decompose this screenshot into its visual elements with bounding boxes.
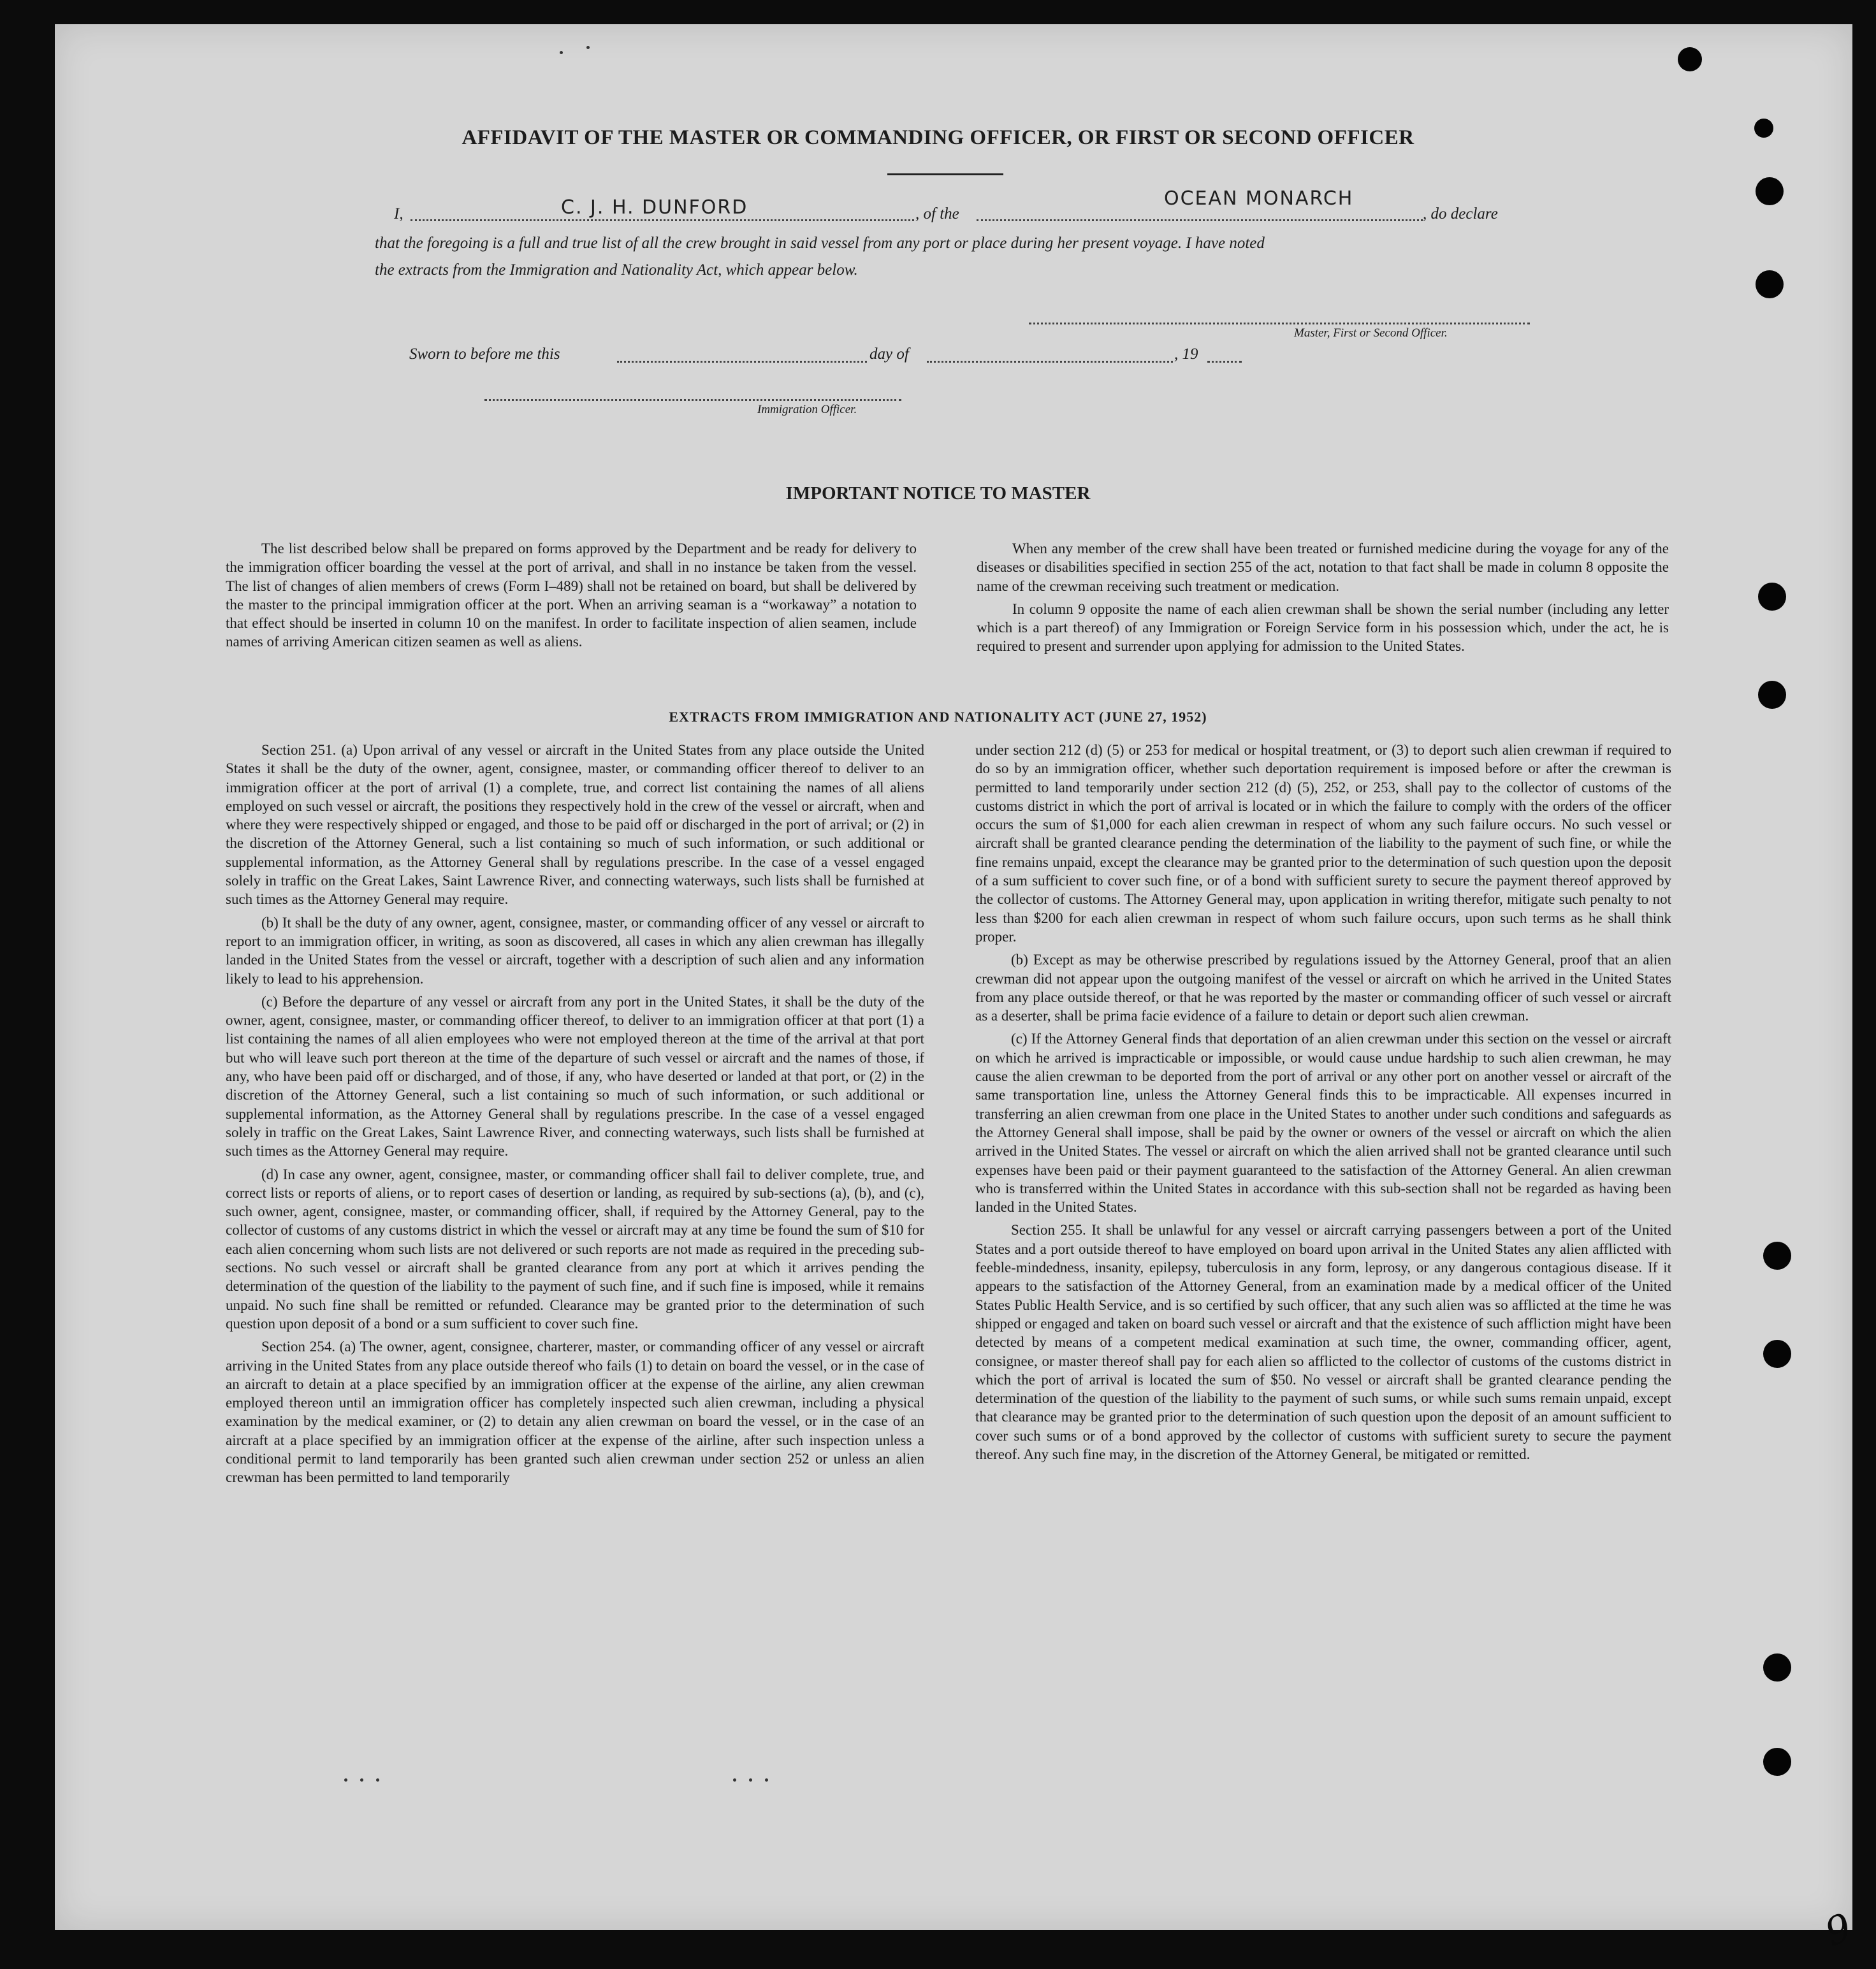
sworn-label: Sworn to before me this — [409, 345, 560, 363]
notice-right-column — [977, 539, 1669, 660]
extracts-left-column — [226, 741, 924, 1492]
dust-mark — [360, 1778, 363, 1782]
section-254-c: (c) If the Attorney General finds that deportation of an alien crewman under this section on the vessel or aircraft on which he arrived is impracticable or impossible, or would cause undue hardship to such alien crewman, he may cause the alien crewman to be deported from the port of arrival or any other port on another vessel or aircraft of the same transportation line, unless the Attorney General finds this to be impracticable. All expenses incurred in transferring an alien crewman from one place in the United States to another under such conditions and safeguards as the Attorney General shall impose, shall be paid by the owner or owners of the vessel or aircraft on which the alien arrived in the United States. The vessel or aircraft on which the alien arrived shall not be granted clearance until such expenses have been paid or their payment guaranteed to the satisfaction of the Attorney General. An alien crewman who is transferred within the United States in accordance with this sub-section shall not be regarded as having been landed in the United States. — [975, 1031, 1671, 1216]
section-251-c: (c) Before the departure of any vessel or aircraft from any port in the United States, it shall be the duty of the owner, agent, consignee, master, or commanding officer thereof, to deliver to an immigration officer at that port (1) a list containing the names of all alien employees who were not employed thereon at the time of the arrival at that port but who will leave such port thereon at the time of the departure of such vessel or aircraft and the names of those, if any, who have been paid off or discharged, and of those, if any, who have deserted or landed at that port, or (2) in the discretion of the Attorney General, such a list containing so much of such information, or such additional or supplemental information, as the Attorney General shall by regulations prescribe. In the case of a vessel engaged solely in traffic on the Great Lakes, Saint Lawrence River, and connecting waterways, such lists shall be furnished at such times as the Attorney General may require. — [226, 993, 924, 1159]
do-declare-label: , do declare — [1423, 205, 1498, 222]
dust-mark — [560, 51, 563, 54]
notice-right-paragraph-1: When any member of the crew shall have been treated or furnished medicine during the voyage for any of the diseases or disabilities specified in section 255 of the act, notation to that fact shall be made in column 8 opposite the name of the crewman receiving such treatment or medication. — [977, 541, 1669, 594]
section-251-b: (b) It shall be the duty of any owner, agent, consignee, master, or commanding officer of any vessel or aircraft to report to an immigration officer, in writing, as soon as discovered, all cases in which any alien crewman has illegally landed in the United States from the vessel or aircraft, together with a description of such alien and any information likely to lead to his apprehension. — [226, 914, 924, 987]
master-signature-line — [1029, 323, 1530, 324]
notice-heading: IMPORTANT NOTICE TO MASTER — [785, 483, 1091, 504]
master-signature-caption: Master, First or Second Officer. — [1294, 326, 1448, 340]
binder-hole — [1756, 177, 1784, 205]
binder-hole — [1763, 1653, 1791, 1682]
binder-hole — [1763, 1242, 1791, 1270]
section-255: Section 255. It shall be unlawful for any vessel or aircraft carrying passengers between a port of the United States and a port outside thereof to have employed on board upon arrival in the United States any alien afflicted with feeble-mindedness, insanity, epilepsy, tuberculosis in any form, leprosy, or any dangerous contagious disease. If it appears to the satisfaction of the Attorney General, from an examination made by a medical officer of the United States Public Health Service, and is so certified by such officer, that any such alien was so afflicted at the time he was shipped or engaged and taken on board such vessel or aircraft and that the existence of such affliction might have been detected by means of a competent medical examination at such time, the owner, commanding officer, agent, consignee, or master thereof shall pay for each alien so afflicted to the collector of customs of the customs district in which the port of arrival is located the sum of $50. No vessel or aircraft shall be granted clearance pending the determination of the question of the liability to the payment of such sums, or while such sums remain unpaid, except that clearance may be granted prior to the determination of such question upon the deposit of an amount sufficient to cover such sums or of a bond approved by the collector of customs with sufficient surety to secure the payment thereof. Any such fine may, in the discretion of the Attorney General, be mitigated or remitted. — [975, 1222, 1671, 1462]
extracts-heading: EXTRACTS FROM IMMIGRATION AND NATIONALITY ACT (JUNE 27, 1952) — [669, 709, 1207, 725]
sworn-month-line — [927, 361, 1173, 363]
section-254-b: (b) Except as may be otherwise prescribed by regulations issued by the Attorney General, proof that an alien crewman did not appear upon the outgoing manifest of the vessel or aircraft on which he arrived in the United States from any place outside thereof, or that he was reported by the master or commanding officer of such vessel or aircraft as a deserter, shall be prima facie evidence of a failure to detain or deport such alien crewman. — [975, 952, 1671, 1024]
sworn-year-line — [1207, 361, 1242, 363]
section-254-a-continued: under section 212 (d) (5) or 253 for medical or hospital treatment, or (3) to deport such alien crewman if required to do so by an immigration officer, whether such deportation requirement is imposed before or after the crewman is permitted to land temporarily under section 212 (d) (5), 252, or 253, shall pay to the collector of customs of the customs district in which the port of arrival is located or in which the failure to comply with the orders of the officer occurs the sum of $1,000 for each alien crewman in respect of whom any such failure occurs. No such vessel or aircraft shall be granted clearance pending the determination of the liability to the payment of such fine, or while the fine remains unpaid, except the clearance may be granted prior to the determination of such question upon the deposit of a sum sufficient to cover such fine, or of a bond with sufficient surety to secure the payment thereof approved by the collector of customs. The Attorney General may, upon application in writing therefor, mitigate such penalty to not less than $200 for each alien crewman in respect of whom such failure occurs, upon such terms as he shall think proper. — [975, 742, 1671, 945]
dust-mark — [733, 1778, 736, 1782]
affidavit-title: AFFIDAVIT OF THE MASTER OR COMMANDING OFFICER, OR FIRST OR SECOND OFFICER — [462, 126, 1414, 149]
immigration-officer-signature-line — [484, 399, 901, 401]
notice-left-column — [226, 539, 917, 656]
dust-mark — [749, 1778, 752, 1782]
day-of-label: day of — [869, 345, 909, 363]
year-label: , 19 — [1174, 345, 1198, 363]
dust-mark — [765, 1778, 768, 1782]
immigration-officer-caption: Immigration Officer. — [757, 403, 857, 416]
dust-mark — [344, 1778, 347, 1782]
i-label: I, — [394, 205, 404, 222]
binder-hole — [1756, 270, 1784, 298]
dust-mark — [586, 46, 590, 49]
vessel-name-line — [977, 219, 1423, 221]
notice-right-paragraph-2: In column 9 opposite the name of each alien crewman shall be shown the serial number (including any letter which is a part thereof) of any Immigration or Foreign Service form in his possession which, under the act, he is required to present and surrender upon applying for admission to the United States. — [977, 600, 1669, 655]
binder-hole — [1763, 1748, 1791, 1776]
of-the-label: , of the — [915, 205, 959, 222]
binder-hole — [1758, 681, 1786, 709]
dust-mark — [376, 1778, 379, 1782]
officer-name-line — [411, 219, 914, 221]
officer-name-field: C. J. H. DUNFORD — [561, 196, 748, 219]
section-251-a: Section 251. (a) Upon arrival of any vessel or aircraft in the United States from any place outside the United States it shall be the duty of the owner, agent, consignee, master, or commanding officer thereof to deliver to an immigration officer at the port of arrival (1) a complete, true, and correct list containing the names of all aliens employed on such vessel or aircraft, the positions they respectively hold in the crew of the vessel or aircraft, when and where they were respectively shipped or engaged, and those to be paid off or discharged in the port of arrival; or (2) in the discretion of the Attorney General, such a list containing so much of such information, or such additional or supplemental information, as the Attorney General shall by regulations prescribe. In the case of a vessel engaged solely in traffic on the Great Lakes, Saint Lawrence River, and connecting waterways, such lists shall be furnished at such times as the Attorney General may require. — [226, 742, 924, 908]
declaration-line-1: that the foregoing is a full and true list of all the crew brought in said vessel from any port or place during her present voyage. I have noted — [375, 235, 1265, 252]
sworn-day-line — [617, 361, 867, 363]
binder-hole — [1758, 583, 1786, 611]
notice-left-paragraph: The list described below shall be prepared on forms approved by the Department and be ready for delivery to the immigration officer boarding the vessel at the port of arrival, and shall in no instance be taken from the vessel. The list of changes of alien members of crews (Form I–489) shall not be retained on board, but shall be delivered by the master to the principal immigration officer at the port. When an arriving seaman is a “workaway” a notation to that effect should be inserted in column 10 on the manifest. In order to facilitate inspection of alien seamen, include names of arriving American citizen seamen as well as aliens. — [226, 541, 917, 650]
extracts-right-column — [975, 741, 1671, 1468]
title-divider — [887, 173, 1003, 175]
section-251-d: (d) In case any owner, agent, consignee, master, or commanding officer shall fail to deliver complete, true, and correct lists or reports of aliens, or to report cases of desertion or landing, as required by sub-sections (a), (b), and (c), such owner, agent, consignee, master, or commanding officer, shall, if required by the Attorney General, pay to the collector of customs of any customs district in which the vessel or aircraft may at any time be found the sum of $10 for each alien concerning whom such lists are not delivered or such reports are not made as required in the preceding sub-sections. No such vessel or aircraft shall be granted clearance from any port at which it arrives pending the determination of the question of the liability to the payment of such fine, and if such fine is imposed, while it remains unpaid. No such fine shall be remitted or refunded. Clearance may be granted prior to the determination of such question upon deposit of a bond or a sum sufficient to cover such fine. — [226, 1166, 924, 1332]
binder-hole — [1678, 47, 1702, 71]
handwritten-page-number: 9 — [1819, 1905, 1858, 1956]
declaration-line-2: the extracts from the Immigration and Nationality Act, which appear below. — [375, 261, 858, 279]
section-254-a: Section 254. (a) The owner, agent, consignee, charterer, master, or commanding officer of any vessel or aircraft arriving in the United States from any place outside thereof who fails (1) to detain on board the vessel, or in the case of an aircraft to detain at a place specified by an immigration officer at the expense of the airline, any alien crewman employed thereon until an immigration officer has completely inspected such alien crewman, including a physical examination by the medical examiner, or (2) to detain any alien crewman on board the vessel, or in the case of an aircraft at a place specified by an immigration officer at the expense of the airline, after such inspection unless a conditional permit to land temporarily has been granted such alien crewman under section 252 or unless an alien crewman has been permitted to land temporarily — [226, 1339, 925, 1486]
vessel-name-field: OCEAN MONARCH — [1164, 187, 1354, 210]
binder-hole — [1763, 1340, 1791, 1368]
